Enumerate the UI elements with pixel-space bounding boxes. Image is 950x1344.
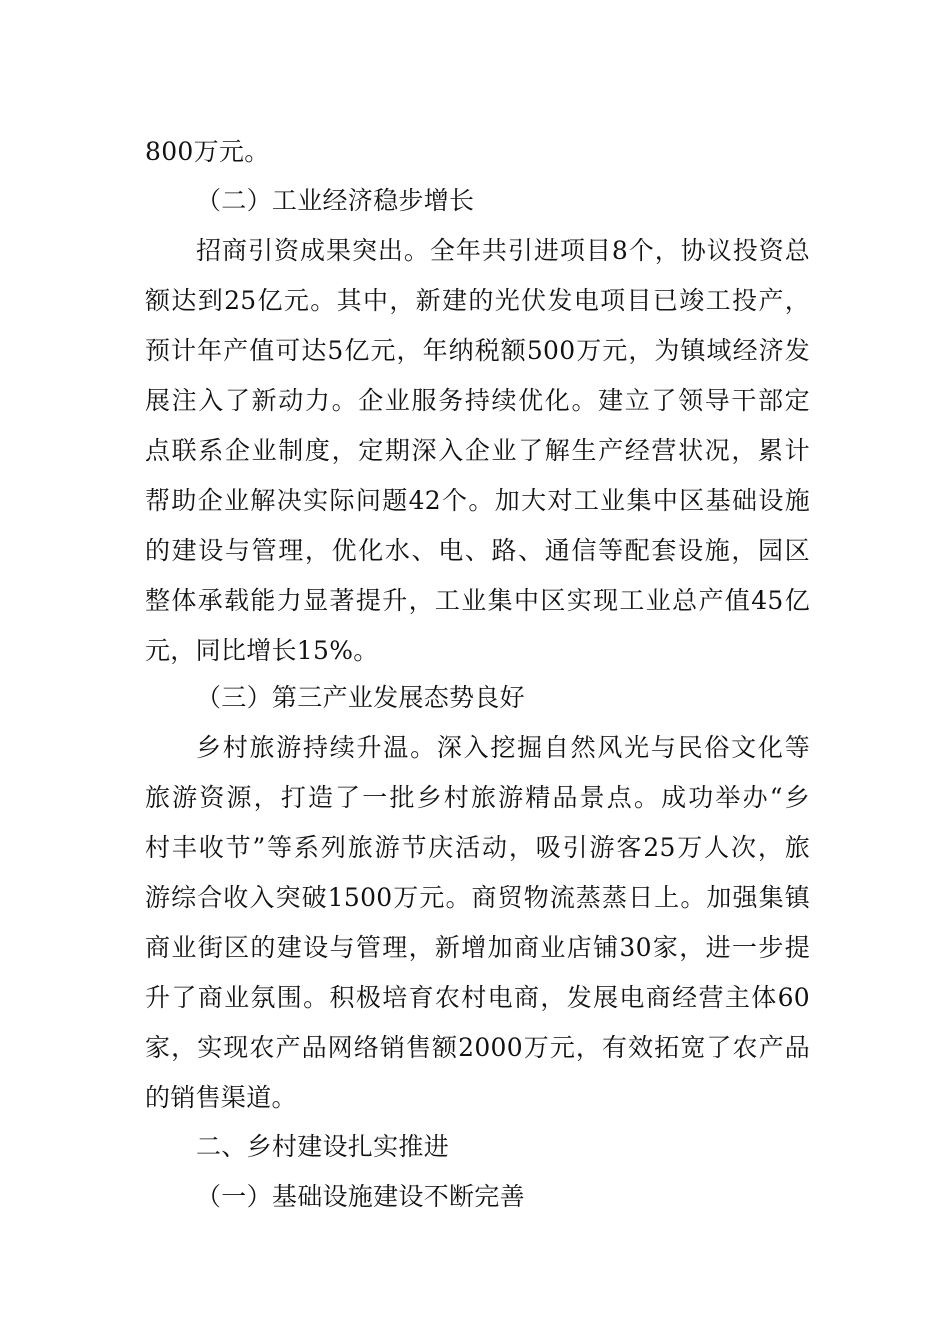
paragraph-tourism-line-2: 旅游资源，打造了一批乡村旅游精品景点。成功举办“乡 (145, 783, 810, 812)
paragraph-investment-line-2: 额达到25亿元。其中，新建的光伏发电项目已竣工投产， (145, 286, 810, 315)
paragraph-tourism-line-5: 商业街区的建设与管理，新增加商业店铺30家，进一步提 (145, 933, 810, 962)
paragraph-investment-line-4: 展注入了新动力。企业服务持续优化。建立了领导干部定 (145, 386, 810, 415)
section-heading-tertiary-industry: （三）第三产业发展态势良好 (196, 683, 525, 712)
paragraph-tourism-line-7: 家，实现农产品网络销售额2000万元，有效拓宽了农产品 (145, 1033, 810, 1062)
paragraph-investment-line-6: 帮助企业解决实际问题42个。加大对工业集中区基础设施 (145, 486, 810, 515)
paragraph-investment-line-3: 预计年产值可达5亿元，年纳税额500万元，为镇域经济发 (145, 336, 810, 365)
paragraph-continuation-line: 800万元。 (145, 137, 270, 166)
paragraph-investment-line-1: 招商引资成果突出。全年共引进项目8个，协议投资总 (196, 236, 810, 265)
paragraph-tourism-line-6: 升了商业氛围。积极培育农村电商，发展电商经营主体60 (145, 983, 810, 1012)
paragraph-investment-line-7: 的建设与管理，优化水、电、路、通信等配套设施，园区 (145, 536, 810, 565)
paragraph-tourism-line-4: 游综合收入突破1500万元。商贸物流蒸蒸日上。加强集镇 (145, 883, 810, 912)
section-heading-industrial-economy: （二）工业经济稳步增长 (196, 186, 475, 215)
chapter-heading-rural-construction: 二、乡村建设扎实推进 (196, 1132, 450, 1161)
paragraph-tourism-line-3: 村丰收节”等系列旅游节庆活动，吸引游客25万人次，旅 (145, 833, 810, 862)
paragraph-tourism-line-1: 乡村旅游持续升温。深入挖掘自然风光与民俗文化等 (196, 733, 810, 762)
section-heading-infrastructure: （一）基础设施建设不断完善 (196, 1182, 525, 1211)
paragraph-investment-line-8: 整体承载能力显著提升，工业集中区实现工业总产值45亿 (145, 586, 810, 615)
paragraph-tourism-line-8: 的销售渠道。 (145, 1083, 297, 1112)
paragraph-investment-line-5: 点联系企业制度，定期深入企业了解生产经营状况，累计 (145, 436, 810, 465)
paragraph-investment-line-9: 元，同比增长15%。 (145, 636, 379, 665)
